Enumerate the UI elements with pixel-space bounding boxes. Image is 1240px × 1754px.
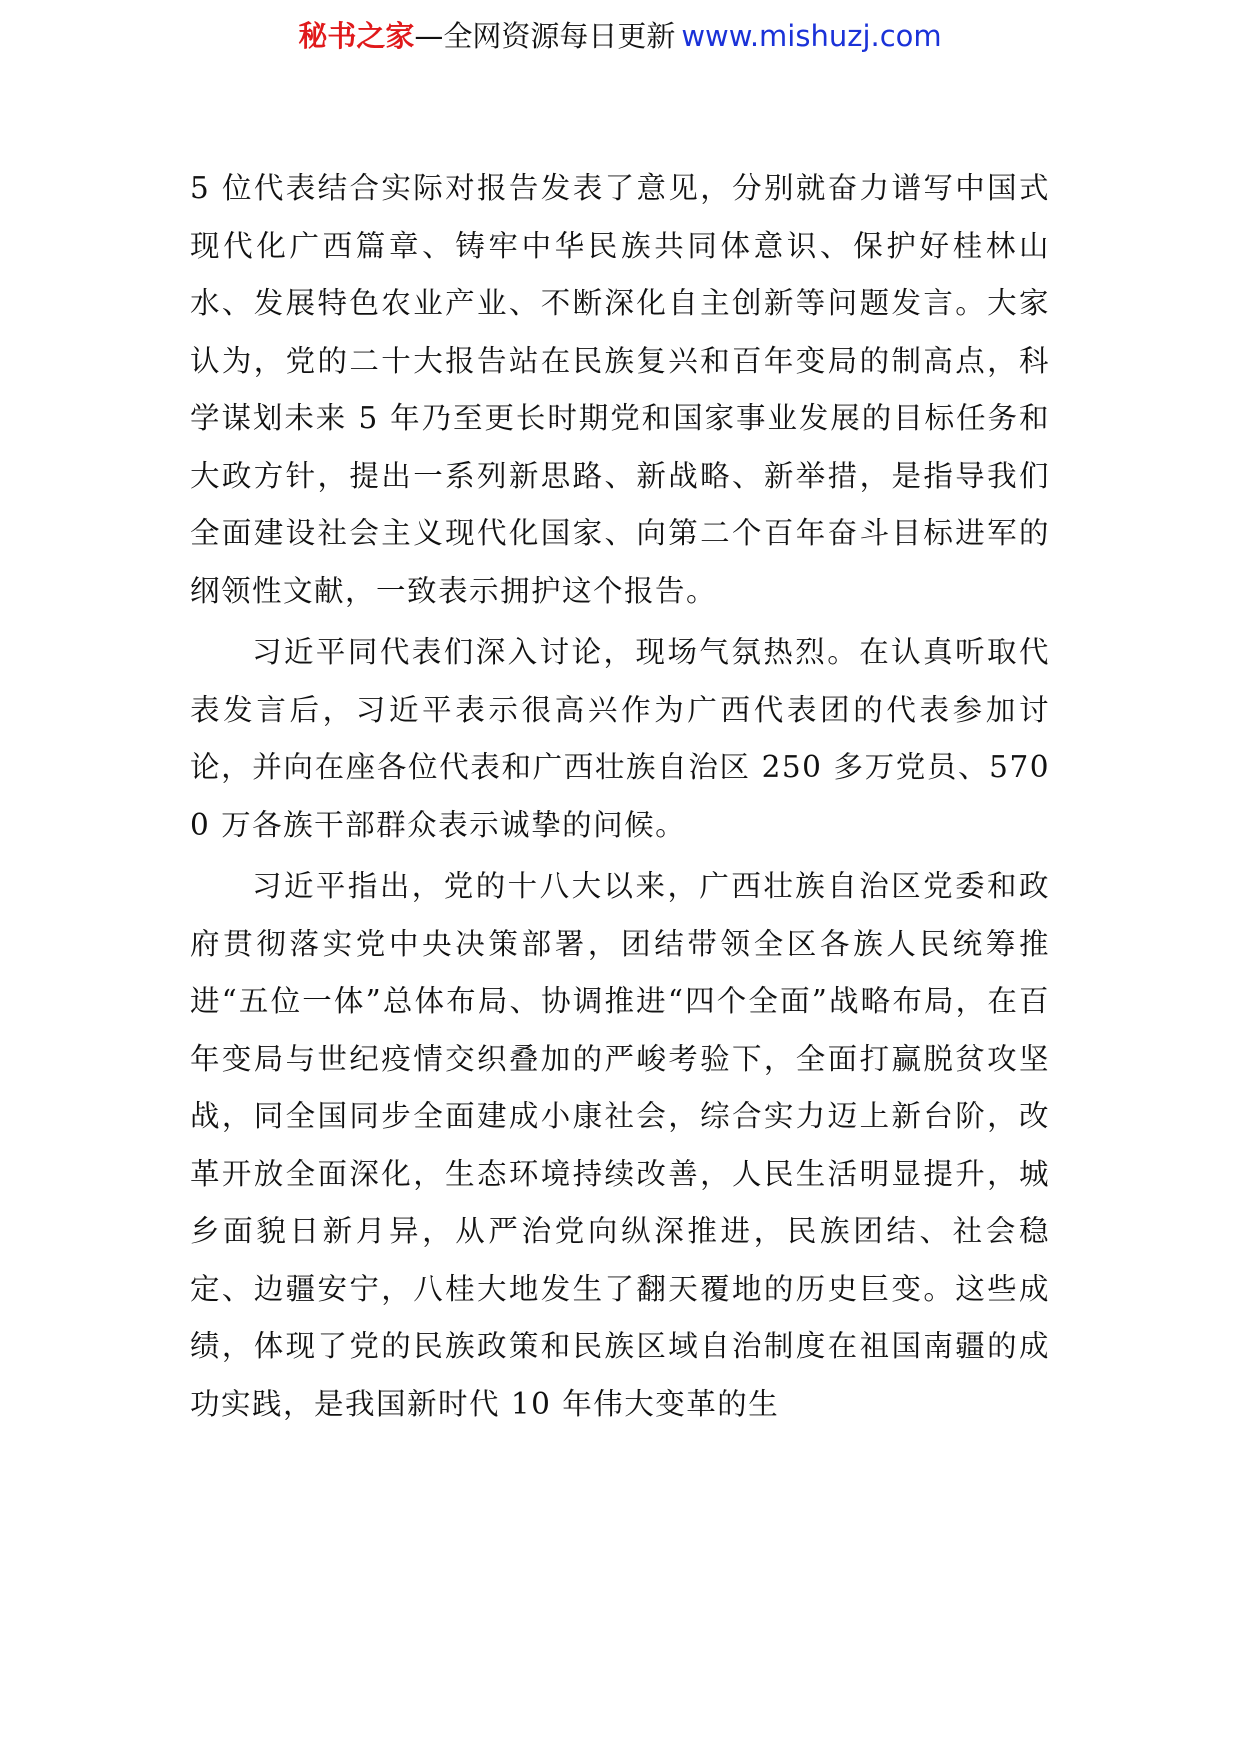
document-body bbox=[190, 160, 1050, 1437]
site-url-link[interactable]: www.mishuzj.com bbox=[681, 19, 942, 53]
site-header bbox=[0, 14, 1240, 58]
paragraph-achievements: 习近平指出，党的十八大以来，广西壮族自治区党委和政府贯彻落实党中央决策部署，团结带领全区各族人民统筹推进“五位一体”总体布局、协调推进“四个全面”战略布局，在百年变局与世纪疫情交织叠加的严峻考验下，全面打赢脱贫攻坚战，同全国同步全面建成小康社会，综合实力迈上新台阶，改革开放全面深化，生态环境持续改善，人民生活明显提升，城乡面貌日新月异，从严治党向纵深推进，民族团结、社会稳定、边疆安宁，八桂大地发生了翻天覆地的历史巨变。这些成绩，体现了党的民族政策和民族区域自治制度在祖国南疆的成功实践，是我国新时代 10 年伟大变革的生 bbox=[190, 869, 1050, 1421]
paragraph-discussion: 习近平同代表们深入讨论，现场气氛热烈。在认真听取代表发言后，习近平表示很高兴作为广西代表团的代表参加讨论，并向在座各位代表和广西壮族自治区 250 多万党员、5700 万各族干部群众表示诚挚的问候。 bbox=[190, 635, 1050, 842]
paragraph-continuation: 5 位代表结合实际对报告发表了意见，分别就奋力谱写中国式现代化广西篇章、铸牢中华民族共同体意识、保护好桂林山水、发展特色农业产业、不断深化自主创新等问题发言。大家认为，党的二十大报告站在民族复兴和百年变局的制高点，科学谋划未来 5 年乃至更长时期党和国家事业发展的目标任务和大政方针，提出一系列新思路、新战略、新举措，是指导我们全面建设社会主义现代化国家、向第二个百年奋斗目标进军的纲领性文献，一致表示拥护这个报告。 bbox=[190, 171, 1050, 608]
site-tagline: —全网资源每日更新 bbox=[414, 19, 676, 53]
site-brand: 秘书之家 bbox=[298, 19, 415, 53]
